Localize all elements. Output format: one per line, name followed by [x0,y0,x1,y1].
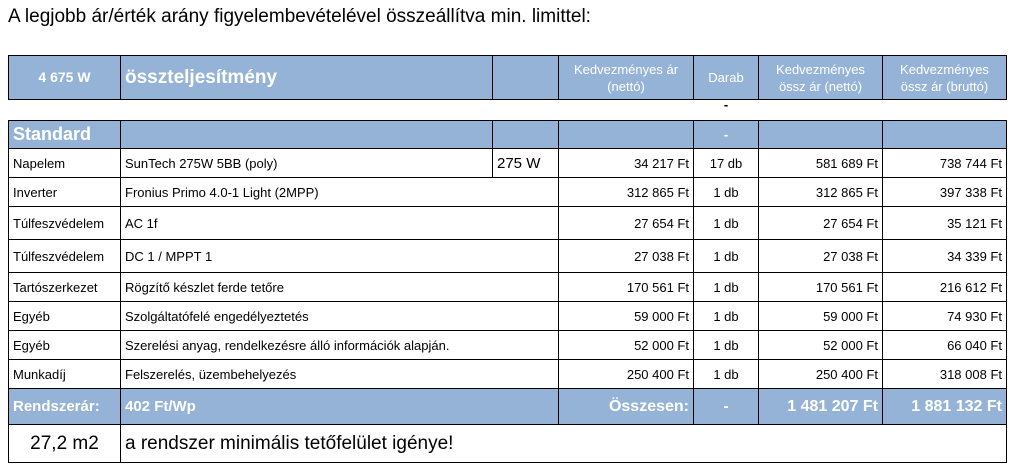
total-power-value: 4 675 W [9,56,121,100]
item-total-gross: 397 338 Ft [883,178,1007,207]
table-row [9,149,1007,178]
item-category: Munkadíj [9,360,121,389]
item-category: Egyéb [9,331,121,360]
item-total-gross: 738 744 Ft [883,149,1007,178]
total-power-label: összteljesítmény [121,56,493,100]
table-row [9,302,1007,331]
item-total-net: 52 000 Ft [759,331,883,360]
price-per-wp: 402 Ft/Wp [121,389,559,425]
roof-area-value: 27,2 m2 [9,425,121,463]
item-unit-price: 250 400 Ft [559,360,694,389]
item-description: Szolgáltatófelé engedélyeztetés [121,302,559,331]
item-description: AC 1f [121,207,559,240]
table-row [9,240,1007,273]
roof-area-text: a rendszer minimális tetőfelület igénye! [121,425,1007,463]
item-unit-price: 27 654 Ft [559,207,694,240]
table-row [9,207,1007,240]
item-total-gross: 74 930 Ft [883,302,1007,331]
item-qty: 1 db [694,360,759,389]
item-category: Túlfeszvédelem [9,240,121,273]
item-description: Fronius Primo 4.0-1 Light (2MPP) [121,178,559,207]
item-category: Tartószerkezet [9,273,121,302]
section-row-standard [9,121,1007,149]
col-header-total-gross: Kedvezményes össz ár (bruttó) [883,56,1007,100]
totals-qty-dash: - [694,389,759,425]
item-total-gross: 34 339 Ft [883,240,1007,273]
section-dash: - [694,121,759,149]
grand-total-gross: 1 881 132 Ft [883,389,1007,425]
item-total-gross: 35 121 Ft [883,207,1007,240]
item-total-gross: 66 040 Ft [883,331,1007,360]
section-label: Standard [9,121,121,149]
item-qty: 1 db [694,331,759,360]
item-qty: 1 db [694,207,759,240]
page-headline: A legjobb ár/érték arány figyelembevételével összeállítva min. limittel: [8,6,591,27]
item-category: Egyéb [9,302,121,331]
header-empty-cell [493,56,559,100]
spacer-dash: - [694,100,759,121]
item-category: Inverter [9,178,121,207]
grand-total-net: 1 481 207 Ft [759,389,883,425]
table-row [9,178,1007,207]
table-row [9,331,1007,360]
item-description: SunTech 275W 5BB (poly) [121,149,493,178]
item-description: DC 1 / MPPT 1 [121,240,559,273]
table-header-row [9,56,1007,100]
item-total-net: 27 038 Ft [759,240,883,273]
item-qty: 1 db [694,240,759,273]
col-header-unit-price: Kedvezményes ár (nettó) [559,56,694,100]
item-qty: 17 db [694,149,759,178]
spacer-row [9,100,1007,121]
item-category: Napelem [9,149,121,178]
item-qty: 1 db [694,302,759,331]
system-price-label: Rendszerár: [9,389,121,425]
quote-table [8,55,1007,463]
item-total-net: 59 000 Ft [759,302,883,331]
item-category: Túlfeszvédelem [9,207,121,240]
item-unit-price: 27 038 Ft [559,240,694,273]
totals-row [9,389,1007,425]
roof-area-row [9,425,1007,463]
item-unit-price: 52 000 Ft [559,331,694,360]
item-total-gross: 318 008 Ft [883,360,1007,389]
item-total-net: 312 865 Ft [759,178,883,207]
col-header-total-net: Kedvezményes össz ár (nettó) [759,56,883,100]
item-unit-price: 34 217 Ft [559,149,694,178]
table-row [9,273,1007,302]
item-total-net: 170 561 Ft [759,273,883,302]
item-total-net: 27 654 Ft [759,207,883,240]
item-watt: 275 W [493,149,559,178]
item-unit-price: 312 865 Ft [559,178,694,207]
item-description: Rögzítő készlet ferde tetőre [121,273,559,302]
item-description: Felszerelés, üzembehelyezés [121,360,559,389]
table-row [9,360,1007,389]
sum-label: Összesen: [559,389,694,425]
item-total-gross: 216 612 Ft [883,273,1007,302]
item-qty: 1 db [694,178,759,207]
item-total-net: 581 689 Ft [759,149,883,178]
col-header-qty: Darab [694,56,759,100]
item-unit-price: 59 000 Ft [559,302,694,331]
item-total-net: 250 400 Ft [759,360,883,389]
item-description: Szerelési anyag, rendelkezésre álló információk alapján. [121,331,559,360]
item-unit-price: 170 561 Ft [559,273,694,302]
item-qty: 1 db [694,273,759,302]
